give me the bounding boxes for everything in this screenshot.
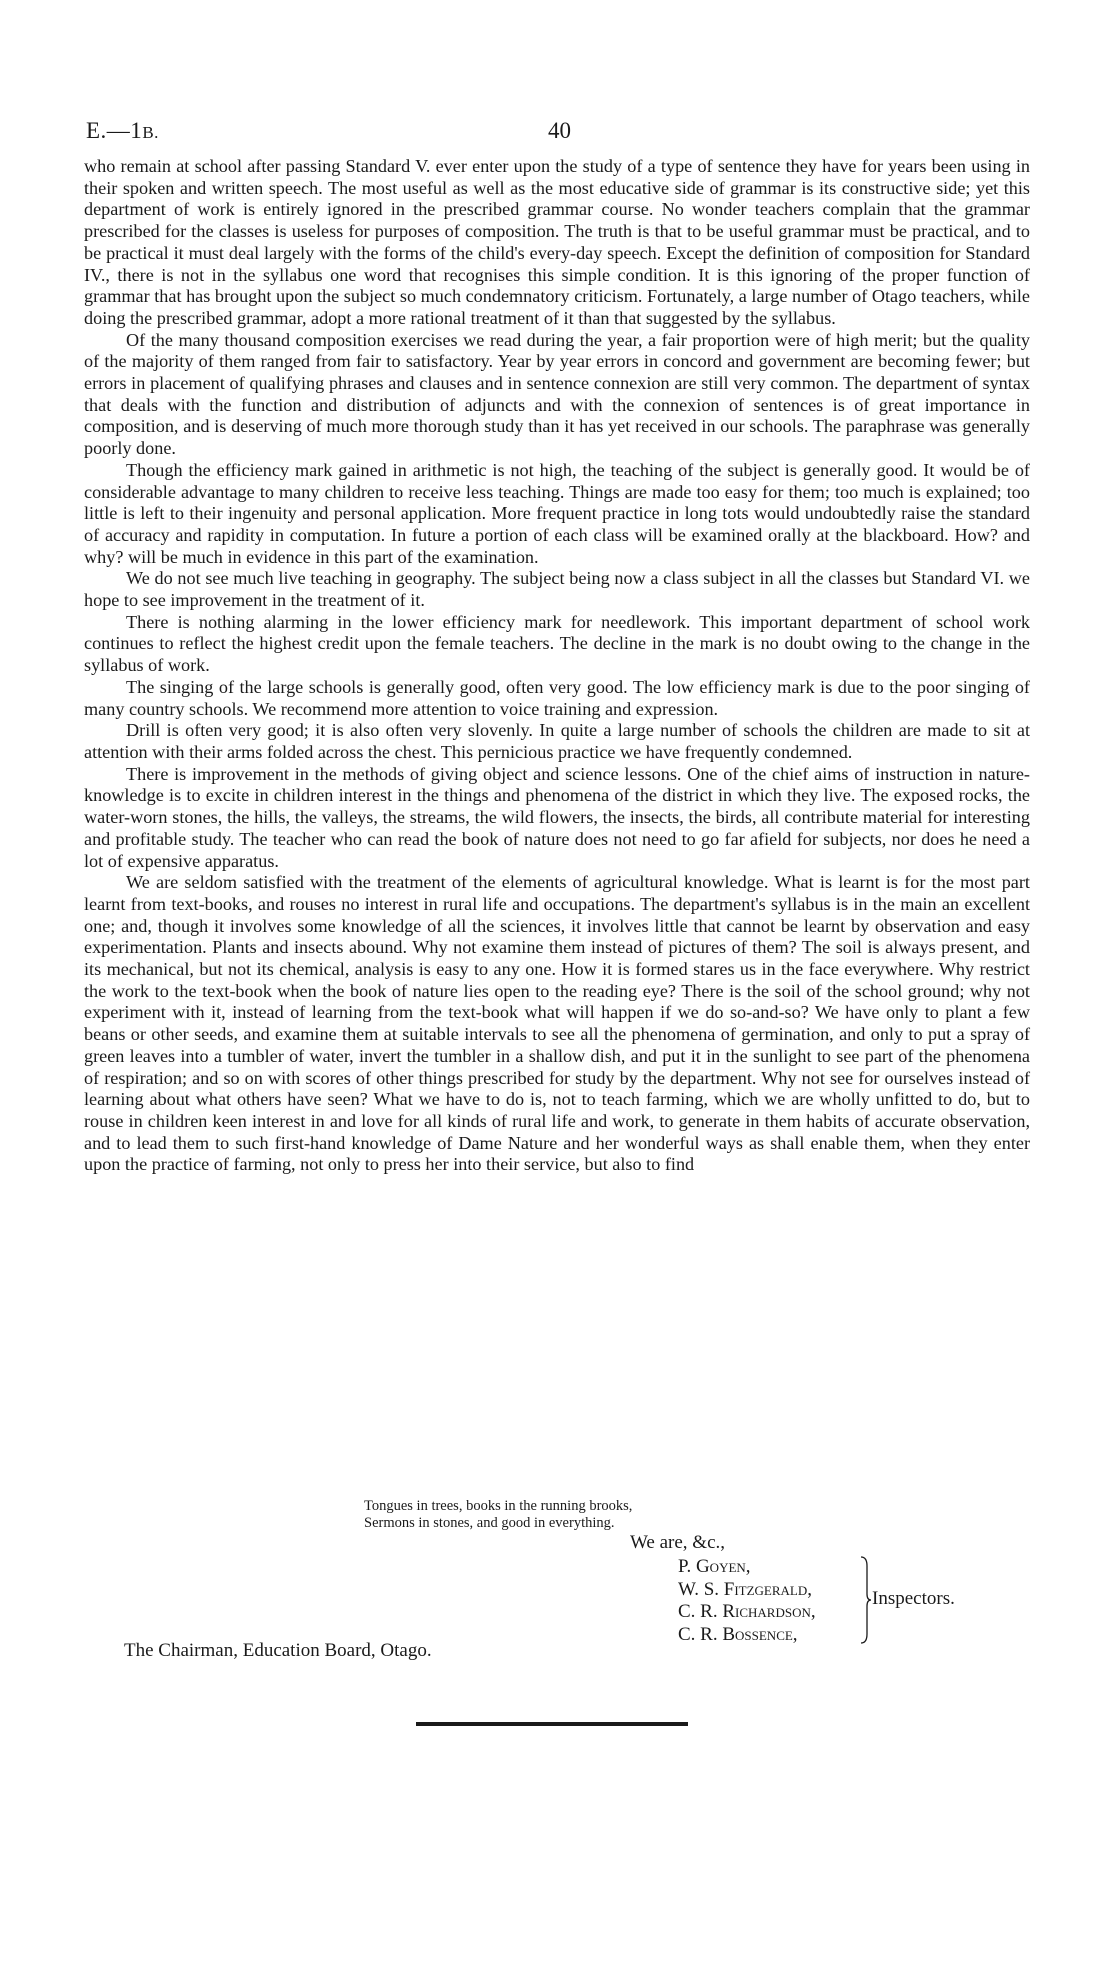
addressee: The Chairman, Education Board, Otago. bbox=[124, 1640, 432, 1661]
paragraph-agriculture: We are seldom satisfied with the treatment of the elements of agricultural knowledge. What is learnt is for the most part learnt from text-books, and rouses no interest in rural life and occupations. The department's syllabus is in the main an excellent one; and, though it involves some knowledge of all the sciences, it involves little that cannot be learnt by observation and easy experimentation. Plants and insects abound. Why not examine them instead of pictures of them? The soil is always present, and its mechanical, but not its chemical, analysis is easy to any one. How it is formed stares us in the face everywhere. Why restrict the work to the text-book when the book of nature lies open to the reading eye? There is the soil of the school ground; why not experiment with it, instead of learning from the text-book what will happen if we do so-and-so? We have only to plant a few beans or other seeds, and examine them at suitable intervals to see all the phenomena of germination, and only to put a spray of green leaves into a tumbler of water, invert the tumbler in a shallow dish, and put it in the sunlight to see part of the phenomena of respiration; and so on with scores of other things prescribed for study by the department. Why not see for ourselves instead of learning about what others have seen? What we have to do is, not to teach farming, which we are wholly unfitted to do, but to rouse in children keen interest in and love for all kinds of rural life and work, to generate in them habits of accurate observation, and to lead them to such first-hand knowledge of Dame Nature and her wonderful ways as shall enable them, when they enter upon the practice of farming, not only to press her into their service, but also to find bbox=[84, 872, 1030, 1175]
verse-line: Sermons in stones, and good in everything. bbox=[364, 1515, 615, 1531]
page-number: 40 bbox=[548, 118, 571, 143]
signatory-name: C. R. Richardson, bbox=[678, 1601, 816, 1622]
end-rule bbox=[416, 1722, 688, 1726]
signatory-list bbox=[678, 1556, 816, 1646]
signatory-role: Inspectors. bbox=[872, 1588, 955, 1609]
report-reference-main: E.—1 bbox=[86, 118, 143, 143]
paragraph-composition: Of the many thousand composition exercises we read during the year, a fair proportion were of high merit; but the quality of the majority of them ranged from fair to satisfactory. Year by year errors in concord and government are becoming fewer; but errors in placement of qualifying phrases and clauses and in sentence connexion are still very common. The department of syntax that deals with the function and distribution of adjuncts and with the connexion of sentences is of great importance in composition, and is deserving of much more thorough study than it has yet received in our schools. The paraphrase was generally poorly done. bbox=[84, 329, 1030, 459]
signatory-name: W. S. Fitzgerald, bbox=[678, 1578, 813, 1600]
report-reference-suffix: B. bbox=[142, 123, 159, 142]
signatory-name: P. Goyen, bbox=[678, 1556, 751, 1577]
paragraph-geography: We do not see much live teaching in geography. The subject being now a class subject in all the classes but Standard VI. we hope to see improvement in the treatment of it. bbox=[84, 568, 1030, 611]
report-reference bbox=[86, 118, 159, 144]
report-body bbox=[84, 156, 1030, 1176]
right-brace bbox=[860, 1556, 872, 1644]
signoff: We are, &c., bbox=[630, 1532, 725, 1553]
paragraph-needlework: There is nothing alarming in the lower efficiency mark for needlework. This important department of school work continues to reflect the highest credit upon the female teachers. The decline in the mark is no doubt owing to the change in the syllabus of work. bbox=[84, 611, 1030, 676]
paragraph-singing: The singing of the large schools is generally good, often very good. The low efficiency mark is due to the poor singing of many country schools. We recommend more attention to voice training and expression. bbox=[84, 676, 1030, 719]
paragraph-arithmetic: Though the efficiency mark gained in arithmetic is not high, the teaching of the subject is generally good. It would be of considerable advantage to many children to receive less teaching. Things are made too easy for them; too much is explained; too little is left to their ingenuity and personal application. More frequent practice in long tots would undoubtedly raise the standard of accuracy and rapidity in computation. In future a portion of each class will be examined orally at the blackboard. How? and why? will be much in evidence in this part of the examination. bbox=[84, 459, 1030, 567]
paragraph-grammar-continued: who remain at school after passing Standard V. ever enter upon the study of a type of sentence they have for years been using in their spoken and written speech. The most useful as well as the most educative side of grammar is its constructive side; yet this department of work is entirely ignored in the prescribed grammar course. No wonder teachers complain that the grammar prescribed for the classes is useless for purposes of composition. The truth is that to be useful grammar must be practical, and to be practical it must deal largely with the forms of the child's every-day speech. Except the definition of composition for Standard IV., there is not in the syllabus one word that recognises this simple condition. It is this ignoring of the proper function of grammar that has brought upon the subject so much condemnatory criticism. Fortunately, a large number of Otago teachers, while doing the prescribed grammar, adopt a more rational treatment of it than that suggested by the syllabus. bbox=[84, 156, 1030, 328]
verse-line: Tongues in trees, books in the running brooks, bbox=[364, 1498, 633, 1514]
paragraph-object-lessons: There is improvement in the methods of giving object and science lessons. One of the chief aims of instruction in nature-knowledge is to excite in children interest in the things and phenomena of the district in which they live. The exposed rocks, the water-worn stones, the hills, the valleys, the streams, the wild flowers, the insects, the birds, all contribute material for interesting and profitable study. The teacher who can read the book of nature does not need to go far afield for subjects, nor does he need a lot of expensive apparatus. bbox=[84, 763, 1030, 871]
paragraph-drill: Drill is often very good; it is also often very slovenly. In quite a large number of schools the children are made to sit at attention with their arms folded across the chest. This pernicious practice we have frequently condemned. bbox=[84, 720, 1030, 762]
signatory-name: C. R. Bossence, bbox=[678, 1623, 798, 1645]
verse-quotation bbox=[364, 1498, 632, 1532]
